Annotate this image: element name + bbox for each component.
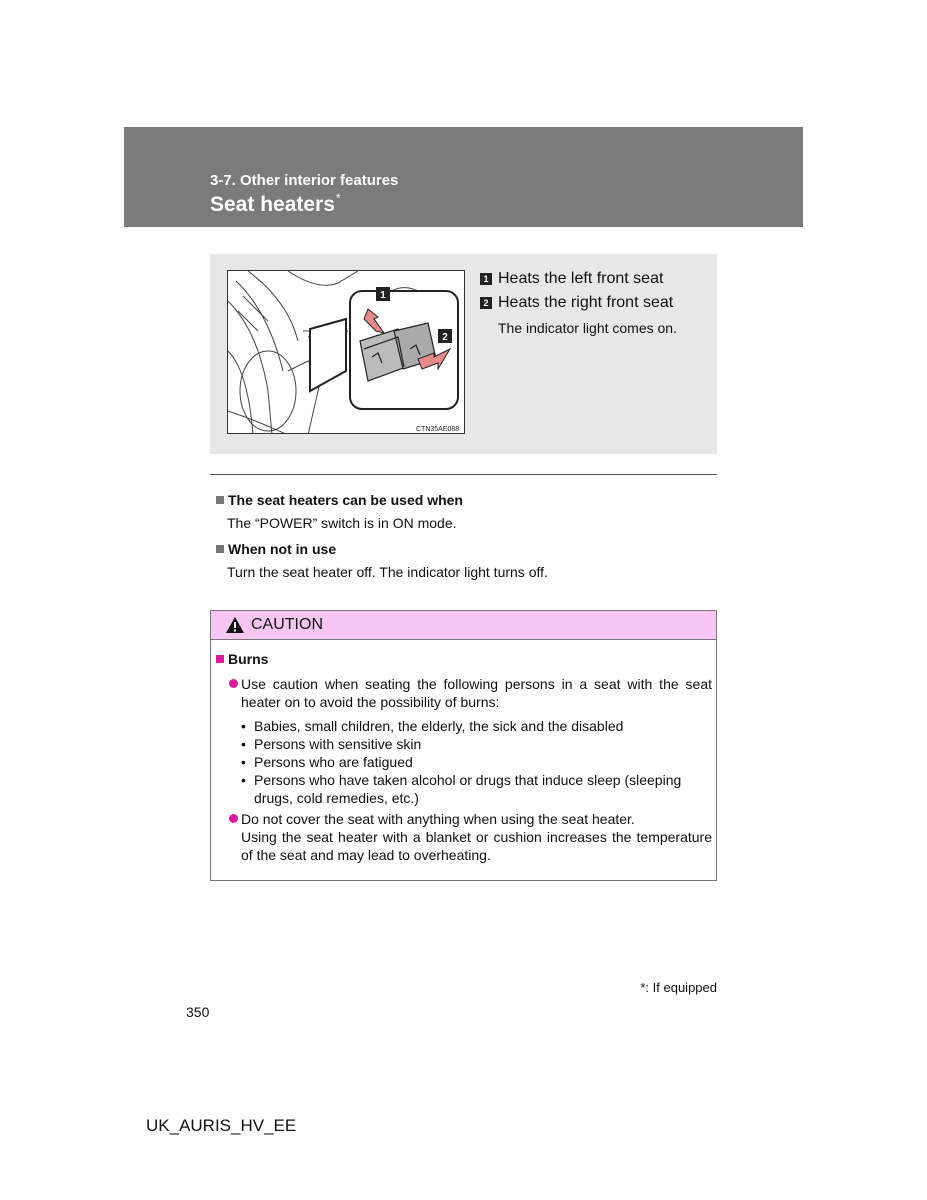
switch-drawing xyxy=(228,271,465,434)
document-id: UK_AURIS_HV_EE xyxy=(146,1116,297,1135)
figure-code: CTN35AE088 xyxy=(416,426,460,433)
info-heading xyxy=(216,541,716,557)
caution-subheading-text: Burns xyxy=(228,651,269,667)
info-heading xyxy=(216,492,716,508)
caution-subheading xyxy=(216,651,268,667)
info-body: The “POWER” switch is in ON mode. xyxy=(227,515,457,531)
info-heading-text: When not in use xyxy=(228,541,337,557)
info-body: Turn the seat heater off. The indicator light turns off. xyxy=(227,564,548,580)
caution-bullet-text: Use caution when seating the following persons in a seat with the seat heater on to avoid the possibility of burns: xyxy=(241,676,712,710)
caution-bullet-continuation: Using the seat heater with a blanket or cushion increases the temperature of the seat and may lead to overheating. xyxy=(241,829,712,863)
legend-number-2: 2 xyxy=(480,297,492,309)
equipped-mark: * xyxy=(335,191,341,205)
legend-text-2: Heats the right front seat xyxy=(498,294,674,311)
footnote: *: If equipped xyxy=(640,980,717,995)
title-text: Seat heaters xyxy=(210,193,335,216)
warning-triangle-icon xyxy=(225,616,245,634)
bullet-dot-icon xyxy=(229,814,238,823)
figure-panel xyxy=(210,254,717,454)
page-title xyxy=(210,193,341,217)
indicator-note: The indicator light comes on. xyxy=(498,320,677,336)
caution-bullet-text: Do not cover the seat with anything when using the seat heater. xyxy=(241,811,635,827)
caution-header xyxy=(211,611,716,640)
legend-text-1: Heats the left front seat xyxy=(498,270,664,287)
caution-subitem: • Persons who have taken alcohol or drugs that induce sleep (sleeping drugs, cold remedies, etc.) xyxy=(241,771,711,807)
info-heading-text: The seat heaters can be used when xyxy=(228,492,463,508)
divider xyxy=(210,474,717,475)
square-bullet-icon xyxy=(216,496,224,504)
legend-item xyxy=(480,291,710,315)
bullet-dot-icon xyxy=(229,679,238,688)
subitem-text: Babies, small children, the elderly, the sick and the disabled xyxy=(254,718,624,734)
legend-number-1: 1 xyxy=(480,273,492,285)
subitem-text: Persons who are fatigued xyxy=(254,754,413,770)
square-bullet-icon xyxy=(216,655,224,663)
section-title: 3-7. Other interior features xyxy=(210,172,399,189)
page-number: 350 xyxy=(186,1004,210,1020)
caution-subitem: • Persons who are fatigued xyxy=(241,753,711,771)
info-block-usage xyxy=(216,492,716,531)
subitem-text: Persons who have taken alcohol or drugs that induce sleep (sleeping drugs, cold remedies, etc.) xyxy=(254,772,682,806)
legend-item xyxy=(480,267,710,291)
square-bullet-icon xyxy=(216,545,224,553)
caution-box xyxy=(210,610,717,881)
seat-heater-illustration xyxy=(227,270,465,434)
callout-2-label: 2 xyxy=(442,332,448,343)
info-block-not-in-use xyxy=(216,541,716,580)
caution-subitem: • Persons with sensitive skin xyxy=(241,735,711,753)
page-header xyxy=(124,127,803,227)
caution-label: CAUTION xyxy=(251,616,323,633)
caution-bullet xyxy=(229,810,712,864)
callout-1-label: 1 xyxy=(380,290,386,301)
subitem-text: Persons with sensitive skin xyxy=(254,736,422,752)
caution-bullet xyxy=(229,675,712,711)
figure-legend xyxy=(480,267,710,336)
caution-subitem: • Babies, small children, the elderly, the sick and the disabled xyxy=(241,717,711,735)
